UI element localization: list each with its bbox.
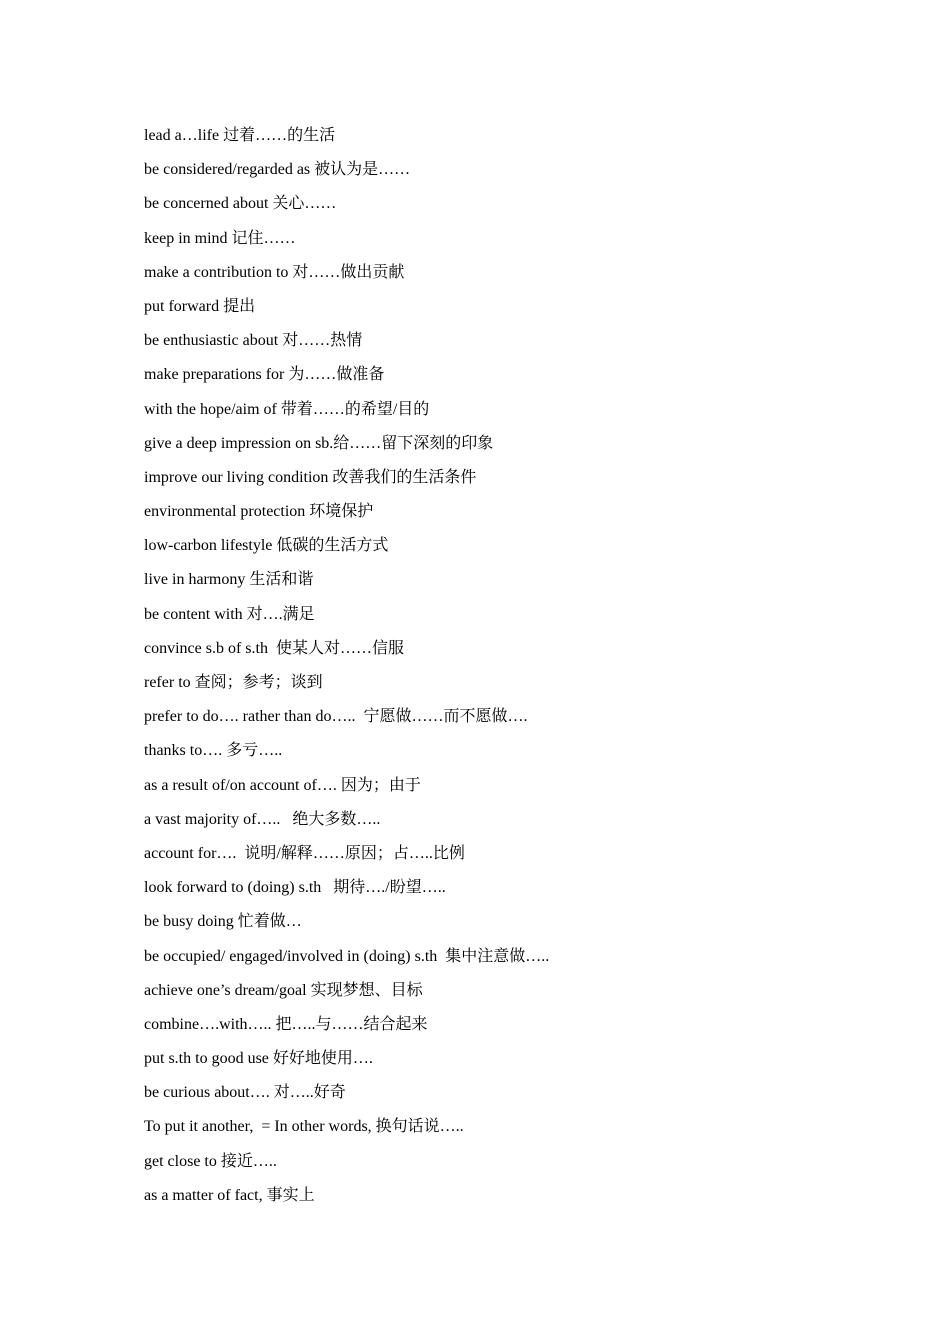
phrase-list <box>144 122 549 1216</box>
phrase-entry: prefer to do…. rather than do….. 宁愿做……而不愿做…. <box>144 708 528 726</box>
phrase-entry: as a matter of fact, 事实上 <box>144 1186 315 1204</box>
phrase-entry: with the hope/aim of 带着……的希望/目的 <box>144 400 430 418</box>
phrase-entry: a vast majority of….. 绝大多数….. <box>144 810 381 828</box>
phrase-entry: low-carbon lifestyle 低碳的生活方式 <box>144 537 389 555</box>
phrase-entry: combine….with….. 把…..与……结合起来 <box>144 1015 428 1033</box>
phrase-entry: environmental protection 环境保护 <box>144 503 374 521</box>
phrase-entry: be busy doing 忙着做… <box>144 913 302 931</box>
phrase-entry: To put it another, = In other words, 换句话说….. <box>144 1118 464 1136</box>
phrase-entry: be considered/regarded as 被认为是…… <box>144 161 411 179</box>
phrase-entry: convince s.b of s.th 使某人对……信服 <box>144 639 404 657</box>
phrase-entry: make preparations for 为……做准备 <box>144 366 385 384</box>
phrase-entry: achieve one’s dream/goal 实现梦想、目标 <box>144 981 423 999</box>
phrase-entry: be enthusiastic about 对……热情 <box>144 332 363 350</box>
phrase-entry: give a deep impression on sb.给……留下深刻的印象 <box>144 434 494 452</box>
phrase-entry: as a result of/on account of…. 因为；由于 <box>144 776 421 794</box>
phrase-entry: put forward 提出 <box>144 297 256 315</box>
phrase-entry: thanks to…. 多亏….. <box>144 742 283 760</box>
phrase-entry: look forward to (doing) s.th 期待…./盼望….. <box>144 879 446 897</box>
phrase-entry: live in harmony 生活和谐 <box>144 571 314 589</box>
phrase-entry: improve our living condition 改善我们的生活条件 <box>144 468 477 486</box>
phrase-entry: lead a…life 过着……的生活 <box>144 127 336 144</box>
phrase-entry: keep in mind 记住…… <box>144 229 296 247</box>
phrase-entry: account for…. 说明/解释……原因；占…..比例 <box>144 844 465 862</box>
phrase-entry: get close to 接近….. <box>144 1152 277 1170</box>
phrase-entry: be curious about…. 对…..好奇 <box>144 1084 346 1102</box>
phrase-entry: refer to 查阅；参考；谈到 <box>144 674 323 691</box>
phrase-entry: put s.th to good use 好好地使用…. <box>144 1050 373 1068</box>
phrase-entry: be content with 对….满足 <box>144 605 315 623</box>
phrase-entry: be concerned about 关心…… <box>144 195 337 213</box>
phrase-entry: be occupied/ engaged/involved in (doing) s.th 集中注意做….. <box>144 947 550 965</box>
phrase-entry: make a contribution to 对……做出贡献 <box>144 263 405 281</box>
